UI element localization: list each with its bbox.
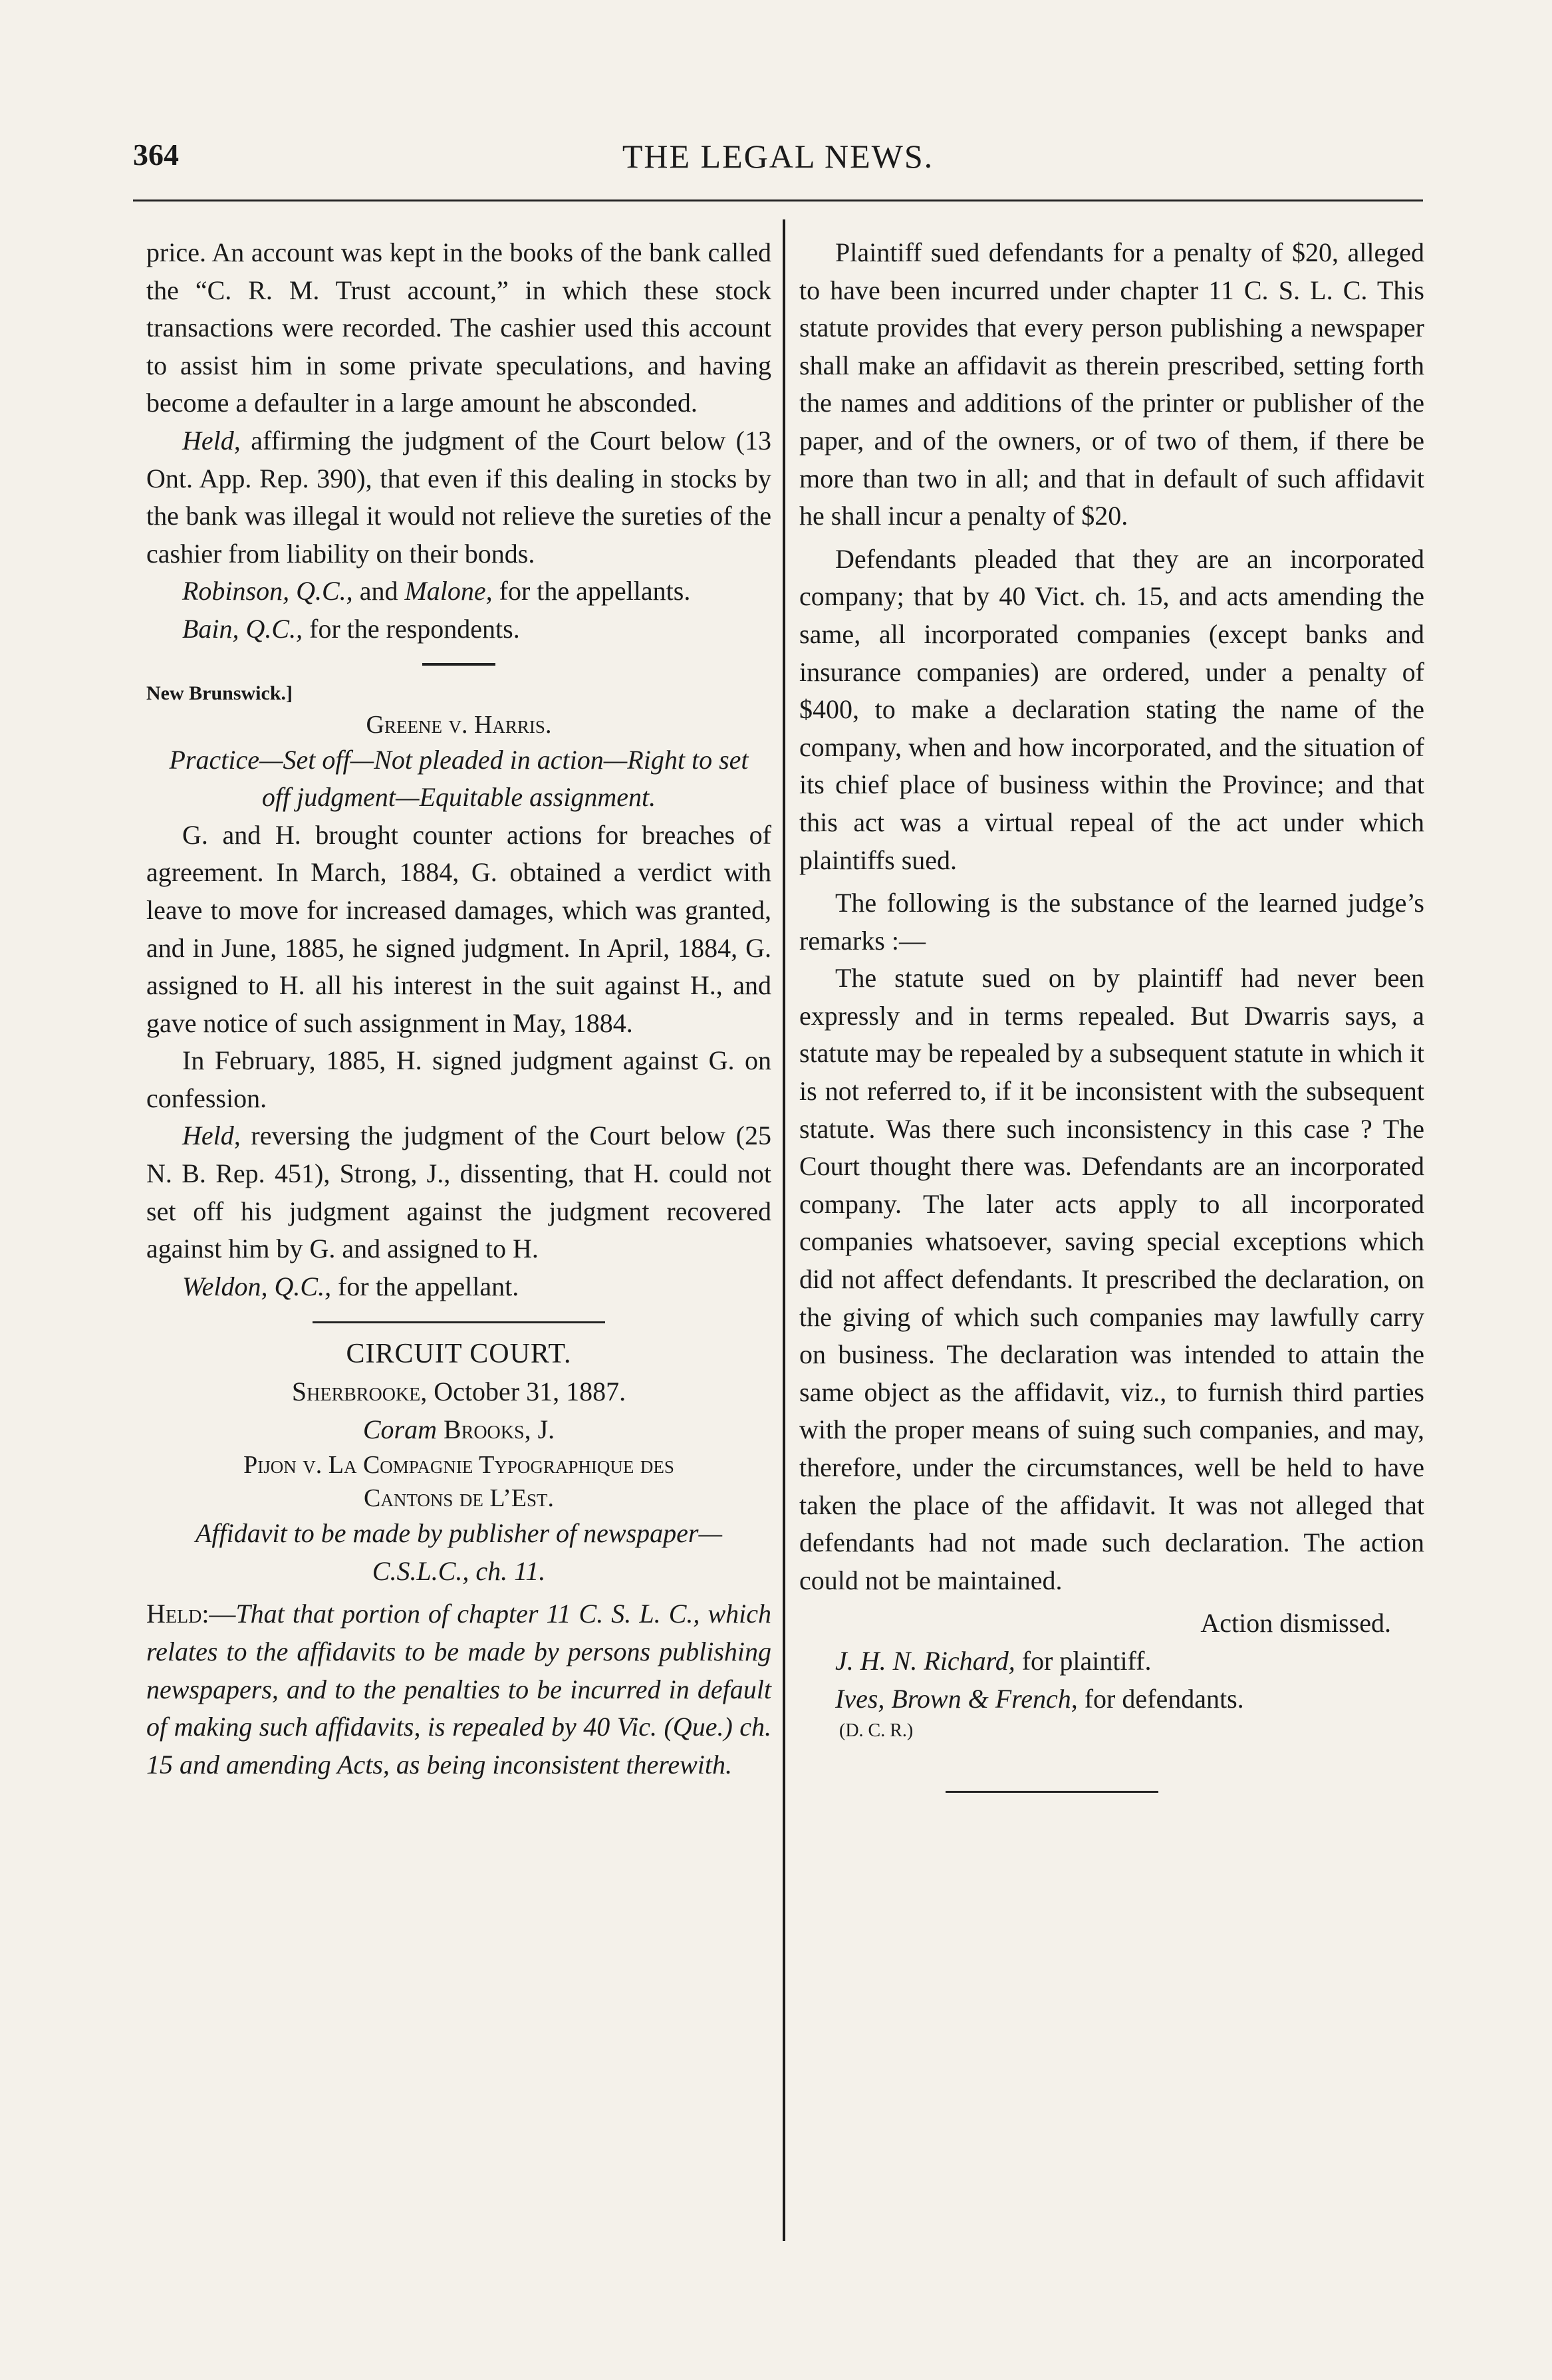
held-paragraph xyxy=(146,1595,771,1784)
case2-paragraph: G. and H. brought counter actions for breaches of agreement. In March, 1884, G. obtained a verdict with leave to move for increased damages, which was granted, and in June, 1885, he signed judgment. In April, 1884, G. assigned to H. all his interest in the suit against H., and gave notice of such assignment in May, 1884. xyxy=(146,819,771,1038)
disposition: Action dismissed. xyxy=(1200,1608,1391,1639)
case3-title-line2: Cantons de L’Est. xyxy=(364,1484,554,1513)
case2-headnote: Practice—Set off—Not pleaded in action—Right to set off judgment—Equitable assignment. xyxy=(169,744,749,813)
counsel-name: Ives, Brown & French, xyxy=(835,1683,1078,1714)
page-number: 364 xyxy=(133,138,179,172)
dateline-date: October 31, 1887. xyxy=(427,1377,626,1407)
held-block xyxy=(146,1595,771,1784)
case1-paragraph: price. An account was kept in the books of the bank called the “C. R. M. Trust account,” in which these stock transactions were recorded. The cashier used this account to assist him in some private speculations, and having become a defaulter in a large amount he absconded. xyxy=(146,237,771,418)
case2-held-label: Held, xyxy=(182,1121,241,1151)
header-rule xyxy=(133,199,1423,201)
case1-held-label: Held, xyxy=(182,425,241,456)
case2-counsel: Weldon, Q.C., for the appellant. xyxy=(182,1271,519,1301)
judgment-paragraph: Plaintiff sued defendants for a penalty of $20, alleged to have been incurred under chapter 11 C. S. L. C. This statute provides that every person publishing a newspaper shall make an affidavit as therein prescribed, setting forth the names and additions of the printer or publisher of the paper, and of the owners, or of two of them, if there be more than two in all; and that in default of such affidavit he shall incur a penalty of $20. xyxy=(799,237,1424,531)
defendant-counsel: Ives, Brown & French, for defendants. xyxy=(835,1683,1244,1714)
case3-headnote: Affidavit to be made by publisher of newspaper— C.S.L.C., ch. 11. xyxy=(195,1518,723,1586)
running-title: THE LEGAL NEWS. xyxy=(622,138,934,175)
judgment-paragraph: The following is the substance of the learned judge’s remarks :— xyxy=(799,888,1424,956)
case1-held xyxy=(146,422,771,573)
judge-name: Brooks, J. xyxy=(436,1414,555,1444)
reporter-initials: (D. C. R.) xyxy=(839,1720,914,1742)
left-column xyxy=(146,234,771,1784)
coram-line: Coram Brooks, J. xyxy=(362,1414,555,1444)
case1-held-text: affirming the judgment of the Court below (13 Ont. App. Rep. 390), that even if this dealing in stocks by the bank was illegal it would not relieve the sureties of the cashier from liability on their bonds. xyxy=(146,425,771,569)
held-label: Held:— xyxy=(146,1599,236,1629)
section-title: CIRCUIT COURT. xyxy=(346,1339,572,1370)
dateline xyxy=(146,1373,771,1411)
right-column xyxy=(799,234,1424,1793)
case2-title: Greene v. Harris. xyxy=(366,710,552,739)
counsel-name: Malone, xyxy=(404,576,493,606)
case1-counsel-respondents: Bain, Q.C., for the respondents. xyxy=(182,613,520,644)
page-header xyxy=(133,130,1423,184)
case2-paragraph: In February, 1885, H. signed judgment against G. on confession. xyxy=(146,1045,771,1113)
counsel-name: Weldon, Q.C., xyxy=(182,1271,332,1301)
case2-held-text: reversing the judgment of the Court below (25 N. B. Rep. 451), Strong, J., dissenting, that H. could not set off his judgment against the judgment recovered against him by G. and assigned to H. xyxy=(146,1121,771,1264)
counsel-name: J. H. N. Richard, xyxy=(835,1645,1015,1676)
counsel-name: Bain, Q.C., xyxy=(182,613,303,644)
judgment-paragraph: The statute sued on by plaintiff had never been expressly and in terms repealed. But Dwarris says, a statute may be repealed by a subsequent statute in which it is not referred to, if it be inconsistent with the subsequent statute. Was there such inconsistency in this case ? The Court thought there was. Defendants are an incorporated company. The later acts apply to all incorporated companies whatsoever, saving special exceptions which did not affect defendants. It prescribed the declaration, on the giving of which such companies may lawfully carry on business. The declaration was intended to attain the same object as the affidavit, viz., to furnish third parties with the proper means of suing such companies, and may, therefore, under the circumstances, well be held to have taken the place of the affidavit. It was not alleged that defendants had not made such declaration. The action could not be maintained. xyxy=(799,963,1424,1595)
case2-court-label: New Brunswick.] xyxy=(146,682,293,704)
judgment-paragraph: Defendants pleaded that they are an incorporated company; that by 40 Vict. ch. 15, and acts amending the same, all incorporated companies (except banks and insurance companies) are ordered, under a penalty of $400, to make a declaration stating the name of the company, when and how incorporated, and the situation of its chief place of business within the Province; and that this act was a virtual repeal of the act under which plaintiffs sued. xyxy=(799,543,1424,875)
counsel-name: Robinson, Q.C., xyxy=(182,576,353,606)
column-divider xyxy=(783,219,785,2241)
case2-held xyxy=(146,1117,771,1267)
plaintiff-counsel: J. H. N. Richard, for plaintiff. xyxy=(835,1645,1152,1676)
section-rule xyxy=(313,1321,605,1323)
case1-counsel-appellants: Robinson, Q.C., and Malone, for the appellants. xyxy=(182,576,691,606)
held-text: That that portion of chapter 11 C. S. L. C., which relates to the affidavits to be made by persons publishing newspapers, and to the penalties to be incurred in default of making such affidavits, is repealed by 40 Vic. (Que.) ch. 15 and amending Acts, as being inconsistent therewith. xyxy=(146,1599,771,1780)
case3-title-line1: Pijon v. La Compagnie Typographique des xyxy=(243,1451,674,1480)
dateline-place: Sherbrooke, xyxy=(291,1377,428,1407)
section-rule xyxy=(422,663,495,666)
end-rule xyxy=(946,1791,1158,1793)
